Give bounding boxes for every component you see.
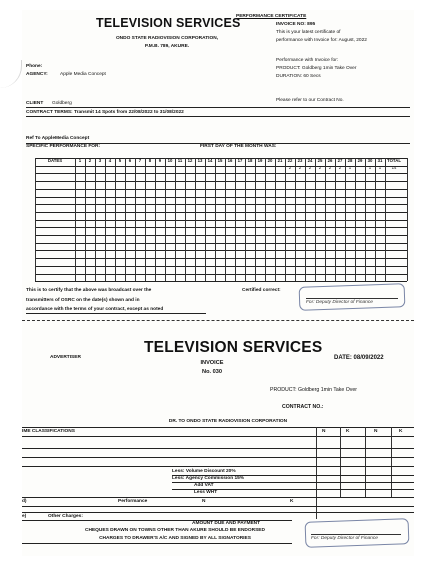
day-spot-count <box>225 165 235 171</box>
invoice-date: DATE: 08/09/2022 <box>334 355 384 361</box>
grid-col-line <box>365 158 366 281</box>
grid-row-line <box>35 212 407 213</box>
day-header: 10 <box>167 158 173 163</box>
grid-col-line <box>235 158 236 281</box>
grid-col-line <box>115 158 116 281</box>
day-spot-count <box>185 165 195 171</box>
day-spot-count: 2 <box>308 165 312 170</box>
day-header: 21 <box>277 158 283 163</box>
day-header: 28 <box>347 158 353 163</box>
day-header: 31 <box>377 158 383 163</box>
first-day: FIRST DAY OF THE MONTH WAS: <box>200 144 277 149</box>
day-spot-count <box>95 165 105 171</box>
day-header: 29 <box>357 158 363 163</box>
grid-col-line <box>385 158 386 281</box>
day-spot-count <box>275 165 285 171</box>
signature-line-2 <box>311 534 401 535</box>
grid-col-line <box>265 158 266 281</box>
grid-col-line <box>225 158 226 281</box>
day-header: 23 <box>297 158 303 163</box>
perf-line: Performance with Invoice for: <box>276 58 339 63</box>
col-k-1: K <box>346 429 350 434</box>
for-deputy-director-2: For: Deputy Director of Finance <box>311 536 378 541</box>
grid-row-line <box>35 220 407 221</box>
day-spot-count <box>85 165 95 171</box>
day-spot-count <box>75 165 85 171</box>
phone-label: Phone: <box>26 64 43 69</box>
total-header: TOTAL <box>387 158 401 163</box>
grid-col-line <box>185 158 186 281</box>
row-line <box>22 512 414 513</box>
day-header: 12 <box>187 158 193 163</box>
grid-col-line <box>275 158 276 281</box>
divider <box>22 427 414 428</box>
day-spot-count: 2 <box>298 165 302 170</box>
performance-label: Performance <box>118 499 148 504</box>
day-header: 30 <box>367 158 373 163</box>
grid-col-line <box>345 158 346 281</box>
day-spot-count <box>115 165 125 171</box>
refer-contract: Please refer to our Contract No. <box>276 98 344 103</box>
underline <box>26 313 206 314</box>
latest-line-2: performance with Invoice for: August, 2022 <box>276 38 367 43</box>
grid-row-line <box>35 281 407 282</box>
dates-header: DATES <box>47 158 63 163</box>
grid-col-line <box>315 158 316 281</box>
performance-k: K <box>290 499 294 504</box>
grid-col-line <box>407 158 408 281</box>
grid-col-line <box>205 158 206 281</box>
invoice-product: PRODUCT: Goldberg 1min Take Over <box>270 387 357 393</box>
day-header: 25 <box>317 158 323 163</box>
divider <box>26 107 410 108</box>
certify-line-1: This is to certify that the above was broadcast over the <box>26 288 152 293</box>
day-header: 22 <box>287 158 293 163</box>
day-header: 19 <box>257 158 263 163</box>
day-spot-count <box>165 165 175 171</box>
grid-col-line <box>135 158 136 281</box>
cheques-line-2: CHARGES TO DRAWER'S A/C AND SIGNED BY ALL SIGNATORIES <box>99 536 251 541</box>
day-spot-count <box>125 165 135 171</box>
contract-no: CONTRACT NO.: <box>282 404 324 410</box>
day-header: 16 <box>227 158 233 163</box>
day-header: 24 <box>307 158 313 163</box>
total-value: 14 <box>391 165 397 170</box>
day-spot-count <box>135 165 145 171</box>
grid-row-line <box>35 250 407 251</box>
day-header: 5 <box>118 158 122 163</box>
col-n-1: N <box>322 429 326 434</box>
advertiser-label: ADVERTISER <box>50 355 81 360</box>
grid-col-line <box>155 158 156 281</box>
client-label: CLIENT <box>26 101 44 106</box>
tear-line <box>22 320 414 321</box>
day-spot-count <box>205 165 215 171</box>
day-spot-count: 1 <box>378 165 382 170</box>
grid-col-line <box>335 158 336 281</box>
grid-col-line <box>375 158 376 281</box>
less-volume-discount: Less: Volume Discount 20% <box>172 469 236 474</box>
certificate-title: TELEVISION SERVICES <box>96 16 241 30</box>
day-header: 8 <box>148 158 152 163</box>
grid-col-line <box>95 158 96 281</box>
day-header: 26 <box>327 158 333 163</box>
day-header: 2 <box>88 158 92 163</box>
divider <box>22 436 414 437</box>
certified-correct: Certified correct: <box>242 288 281 293</box>
day-spot-count <box>175 165 185 171</box>
specific-performance: SPECIFIC PERFORMANCE FOR: <box>26 144 101 149</box>
invoice-label: INVOICE <box>200 360 224 366</box>
classifications-label: IME CLASSIFICATIONS <box>22 429 75 434</box>
day-spot-count: 2 <box>288 165 292 170</box>
agency-label: AGENCY: <box>26 72 48 77</box>
day-header: 9 <box>158 158 162 163</box>
grid-col-line <box>125 158 126 281</box>
row-line <box>172 489 414 490</box>
less-agency-commission: Less: Agency Commission 15% <box>172 476 245 481</box>
day-spot-count <box>215 165 225 171</box>
day-header: 1 <box>78 158 82 163</box>
grid-row-line <box>35 235 407 236</box>
page-fold-shadow <box>0 60 22 88</box>
grid-col-line <box>255 158 256 281</box>
add-vat: Add VAT <box>194 483 214 488</box>
less-wht: Less WHT <box>194 490 218 495</box>
day-spot-count <box>195 165 205 171</box>
row-line <box>22 506 414 507</box>
day-spot-count <box>355 165 365 171</box>
grid-row-line <box>35 227 407 228</box>
row-line <box>22 543 292 544</box>
day-header: 20 <box>267 158 273 163</box>
day-header: 14 <box>207 158 213 163</box>
org-line-2: P.M.B. 789, AKURE. <box>144 44 190 49</box>
dr-line: DR. TO ONDO STATE RADIOVISION CORPORATION <box>168 419 288 424</box>
grid-col-line <box>305 158 306 281</box>
day-spot-count: 2 <box>328 165 332 170</box>
certify-line-2: transmitters of OSRC on the date(s) shown and in <box>26 298 140 303</box>
day-header: 3 <box>98 158 102 163</box>
certify-line-3: accordance with the terms of your contract, except as noted <box>26 307 164 312</box>
grid-col-line <box>295 158 296 281</box>
day-spot-count <box>235 165 245 171</box>
grid-row-line <box>35 258 407 259</box>
ref-line: Ref To AppleMedia Concept <box>26 136 90 141</box>
certificate-duration: DURATION: 60 Secs <box>276 74 321 79</box>
client-value: Goldberg <box>52 101 72 106</box>
day-header: 15 <box>217 158 223 163</box>
col-divider <box>391 427 392 497</box>
day-header: 13 <box>197 158 203 163</box>
day-spot-count <box>145 165 155 171</box>
org-line-1: ONDO STATE RADIOVISION CORPORATION, <box>115 36 219 41</box>
grid-row-line <box>35 204 407 205</box>
day-header: 7 <box>138 158 142 163</box>
grid-col-line <box>165 158 166 281</box>
day-spot-count <box>245 165 255 171</box>
invoice-number: INVOICE NO: 895 <box>276 22 316 27</box>
grid-col-line <box>245 158 246 281</box>
grid-col-line <box>215 158 216 281</box>
day-header: 6 <box>128 158 132 163</box>
grid-col-line <box>175 158 176 281</box>
day-header: 27 <box>337 158 343 163</box>
amount-due: AMOUNT DUE AND PAYMENT <box>192 521 261 526</box>
day-spot-count: 1 <box>368 165 372 170</box>
grid-row-line <box>35 173 407 174</box>
day-spot-count <box>155 165 165 171</box>
row-line <box>172 482 414 483</box>
official-stamp <box>299 283 406 311</box>
for-deputy-director: For: Deputy Director of Finance <box>306 300 373 305</box>
signature-line <box>306 298 398 299</box>
day-spot-count <box>265 165 275 171</box>
col-divider <box>340 427 341 497</box>
performance-certificate-label: PERFORMANCE CERTIFICATE <box>236 14 307 19</box>
grid-col-line <box>85 158 86 281</box>
row-d-label: d) <box>22 499 27 504</box>
document-page <box>22 10 414 556</box>
day-header: 17 <box>237 158 243 163</box>
certificate-product: PRODUCT: Goldberg 1min Take Over <box>276 66 357 71</box>
grid-col-line <box>325 158 326 281</box>
performance-n: N <box>202 499 206 504</box>
grid-row-line <box>35 274 407 275</box>
grid-row-line <box>35 181 407 182</box>
col-k-2: K <box>399 429 403 434</box>
day-spot-count: 2 <box>338 165 342 170</box>
grid-row-line <box>35 197 407 198</box>
day-spot-count: 1 <box>348 165 352 170</box>
other-charges-label: Other Charges: <box>48 514 83 519</box>
divider <box>26 116 410 117</box>
grid-row-line <box>35 243 407 244</box>
grid-col-line <box>145 158 146 281</box>
grid-col-line <box>285 158 286 281</box>
invoice-number-2: No. 030 <box>202 369 222 375</box>
row-e-label: e) <box>22 514 27 519</box>
agency-value: Apple Media Concept <box>60 72 106 77</box>
latest-line-1: This is your latest certificate of <box>276 30 341 35</box>
invoice-title: TELEVISION SERVICES <box>144 339 323 356</box>
day-spot-count <box>255 165 265 171</box>
grid-col-line <box>35 158 36 281</box>
contract-terms: CONTRACT TERMS: Transmit 14 Spots from 22/08/2022 to 31/08/2022 <box>26 110 184 115</box>
row-line <box>22 466 414 467</box>
grid-row-line <box>35 189 407 190</box>
col-n-2: N <box>374 429 378 434</box>
cheques-line-1: CHEQUES DRAWN ON TOWNS OTHER THAN AKURE SHOULD BE ENDORSED <box>85 528 265 533</box>
row-line <box>22 497 414 498</box>
grid-col-line <box>355 158 356 281</box>
official-stamp-2 <box>305 518 410 548</box>
grid-col-line <box>75 158 76 281</box>
day-header: 4 <box>108 158 112 163</box>
grid-row-line <box>35 266 407 267</box>
day-header: 18 <box>247 158 253 163</box>
day-spot-count: 2 <box>318 165 322 170</box>
day-spot-count <box>105 165 115 171</box>
row-line <box>22 448 414 449</box>
day-header: 11 <box>177 158 183 163</box>
grid-col-line <box>105 158 106 281</box>
col-divider <box>365 427 366 497</box>
row-line <box>172 475 414 476</box>
grid-col-line <box>195 158 196 281</box>
row-line <box>22 457 414 458</box>
